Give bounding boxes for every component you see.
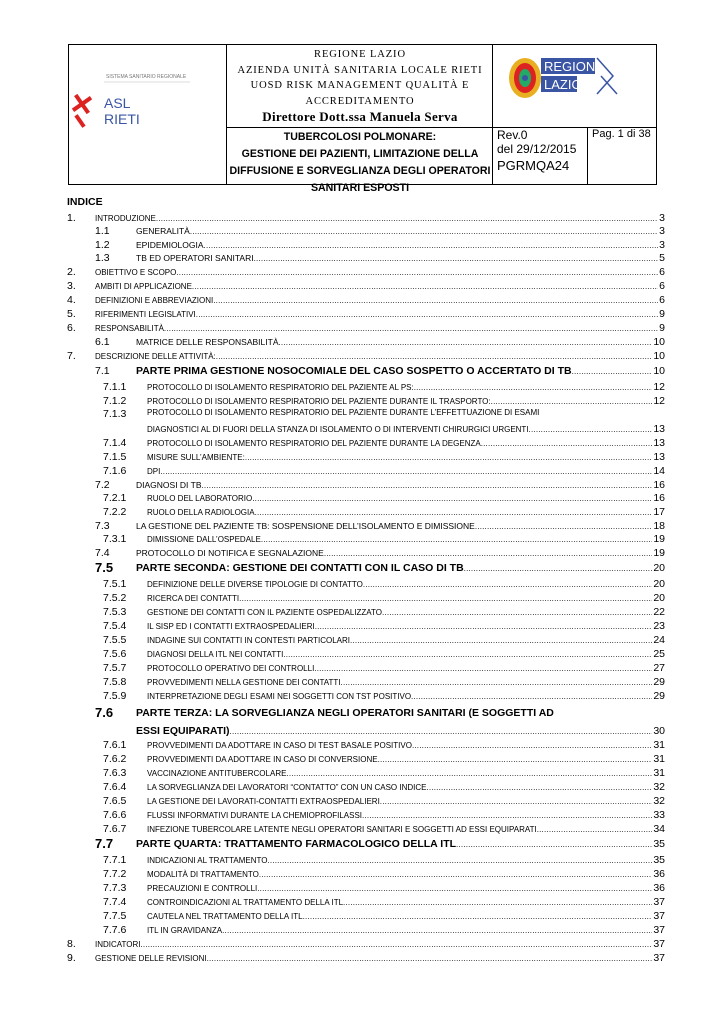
toc-entry[interactable] xyxy=(147,854,665,866)
toc-entry[interactable] xyxy=(95,308,665,320)
toc-leader xyxy=(412,741,652,750)
toc-entry[interactable] xyxy=(147,423,665,435)
toc-number: 7.5.4 xyxy=(103,620,127,632)
toc-leader xyxy=(362,811,652,820)
toc-number: 7.7.1 xyxy=(103,854,127,866)
toc-leader xyxy=(456,840,652,849)
toc-leader xyxy=(207,954,653,963)
toc-number: 7.7.2 xyxy=(103,868,127,880)
toc-leader xyxy=(314,664,652,673)
toc-page: 30 xyxy=(653,725,665,737)
toc-leader xyxy=(341,678,653,687)
toc-entry[interactable] xyxy=(147,465,665,477)
toc-number: 7. xyxy=(67,350,76,362)
toc-page: 24 xyxy=(653,634,665,646)
toc-number: 7.3 xyxy=(95,520,110,532)
toc-number: 7.1.4 xyxy=(103,437,127,449)
regione-lazio-logo xyxy=(493,46,656,128)
toc-page: 31 xyxy=(653,739,665,751)
toc-number: 7.4 xyxy=(95,547,110,559)
document-title: TUBERCOLOSI POLMONARE: GESTIONE DEI PAZIENTI, LIMITAZIONE DELLA DIFFUSIONE E SORVEGLIANZA DEGLI OPERATORI SANITARI ESPOSTI xyxy=(229,131,491,194)
toc-number: 7.1.6 xyxy=(103,465,127,477)
toc-label: RICERCA DEI CONTATTI xyxy=(147,594,240,603)
toc-entry[interactable] xyxy=(147,620,665,632)
toc-page: 13 xyxy=(653,451,665,463)
toc-page: 29 xyxy=(653,690,665,702)
toc-number: 3. xyxy=(67,280,76,292)
toc-entry[interactable] xyxy=(147,767,665,779)
toc-entry[interactable] xyxy=(147,606,665,618)
logo-regione: REGIONE xyxy=(544,59,604,74)
toc-label: INTRODUZIONE xyxy=(95,214,156,223)
toc-page: 3 xyxy=(659,239,665,251)
toc-number: 7.2 xyxy=(95,479,110,491)
toc-number: 2. xyxy=(67,266,76,278)
toc-label: RESPONSABILITÀ xyxy=(95,324,164,333)
toc-leader xyxy=(537,825,653,834)
toc-label: PARTE TERZA: LA SORVEGLIANZA NEGLI OPERATORI SANITARI (E SOGGETTI AD xyxy=(136,707,554,719)
toc-leader xyxy=(239,594,652,603)
toc-entry[interactable] xyxy=(147,795,665,807)
toc-page: 29 xyxy=(653,676,665,688)
toc-label: ITL IN GRAVIDANZA xyxy=(147,926,223,935)
toc-leader xyxy=(382,608,652,617)
toc-page: 6 xyxy=(659,266,665,278)
toc-entry[interactable] xyxy=(136,838,665,850)
toc-leader xyxy=(255,508,653,517)
toc-number: 7.1.5 xyxy=(103,451,127,463)
toc-number: 6.1 xyxy=(95,336,110,348)
toc-leader xyxy=(252,494,652,503)
toc-number: 7.1.3 xyxy=(103,408,127,420)
organization-block xyxy=(227,45,493,125)
toc-page: 9 xyxy=(659,308,665,320)
logo-asl: ASL xyxy=(104,95,131,111)
toc-entry[interactable] xyxy=(136,707,665,719)
toc-page: 19 xyxy=(653,533,665,545)
toc-entry[interactable] xyxy=(147,648,665,660)
toc-label: TB ED OPERATORI SANITARI xyxy=(136,253,254,263)
toc-leader xyxy=(363,580,652,589)
toc-page: 37 xyxy=(653,896,665,908)
toc-page: 37 xyxy=(653,938,665,950)
logo-caption: SISTEMA SANITARIO REGIONALE xyxy=(106,74,187,80)
toc-page: 27 xyxy=(653,662,665,674)
toc-page: 16 xyxy=(653,479,665,491)
toc-entry[interactable] xyxy=(147,451,665,463)
toc-page: 22 xyxy=(653,606,665,618)
toc-number: 7.5.1 xyxy=(103,578,127,590)
toc-leader xyxy=(254,254,659,263)
toc-entry[interactable] xyxy=(136,252,665,264)
toc-leader xyxy=(481,439,653,448)
org-region: REGIONE LAZIO xyxy=(314,49,406,60)
toc-label: LA GESTIONE DEI LAVORATI-CONTATTI EXTRAOSPEDALIERI xyxy=(147,797,380,806)
toc-leader xyxy=(245,453,653,462)
toc-number: 1. xyxy=(67,212,76,224)
toc-label: PROTOCOLLO DI ISOLAMENTO RESPIRATORIO DEL PAZIENTE AL PS: xyxy=(147,383,414,392)
toc-number: 7.5.9 xyxy=(103,690,127,702)
toc-label: CAUTELA NEL TRATTAMENTO DELLA ITL xyxy=(147,912,303,921)
toc-leader xyxy=(257,884,652,893)
toc-label: GESTIONE DEI CONTATTI CON IL PAZIENTE OSPEDALIZZATO xyxy=(147,608,382,617)
toc-label: PROVVEDIMENTI DA ADOTTARE IN CASO DI CONVERSIONE xyxy=(147,755,378,764)
toc-leader xyxy=(192,282,658,291)
toc-label: PARTE PRIMA GESTIONE NOSOCOMIALE DEL CASO SOSPETTO O ACCERTATO DI TB xyxy=(136,365,572,377)
toc-entry[interactable] xyxy=(136,547,665,559)
toc-leader xyxy=(464,564,653,573)
toc-number: 7.5.5 xyxy=(103,634,127,646)
toc-label: OBIETTIVO E SCOPO xyxy=(95,268,177,277)
toc-page: 32 xyxy=(653,795,665,807)
toc-page: 37 xyxy=(653,952,665,964)
toc-leader xyxy=(213,296,658,305)
logo-rieti: RIETI xyxy=(104,111,140,127)
toc-page: 9 xyxy=(659,322,665,334)
toc-page: 3 xyxy=(659,225,665,237)
toc-number: 7.3.1 xyxy=(103,533,127,545)
toc-label: MATRICE DELLE RESPONSABILITÀ xyxy=(136,337,279,347)
toc-leader xyxy=(267,856,652,865)
toc-entry[interactable] xyxy=(95,322,665,334)
toc-page: 10 xyxy=(653,365,665,377)
toc-leader xyxy=(283,650,652,659)
toc-entry[interactable] xyxy=(136,520,665,532)
toc-page: 36 xyxy=(653,868,665,880)
toc-leader xyxy=(286,769,652,778)
toc-number: 7.5.3 xyxy=(103,606,127,618)
toc-number: 6. xyxy=(67,322,76,334)
toc-number: 7.2.1 xyxy=(103,492,127,504)
toc-number: 7.6.1 xyxy=(103,739,127,751)
page-number: Pag. 1 di 38 xyxy=(592,128,651,140)
toc-leader xyxy=(222,926,652,935)
toc-label: DIAGNOSI DELLA ITL NEI CONTATTI xyxy=(147,650,284,659)
toc-label: PROVVEDIMENTI DA ADOTTARE IN CASO DI TEST BASALE POSITIVO xyxy=(147,741,412,750)
revision: Rev.0 del 29/12/2015 xyxy=(497,128,577,156)
toc-page: 20 xyxy=(653,578,665,590)
toc-label: PARTE SECONDA: GESTIONE DEI CONTATTI CON IL CASO DI TB xyxy=(136,562,464,574)
toc-number: 7.5.2 xyxy=(103,592,127,604)
toc-number: 7.5.8 xyxy=(103,676,127,688)
toc-number: 4. xyxy=(67,294,76,306)
toc-page: 25 xyxy=(653,648,665,660)
toc-page: 10 xyxy=(653,336,665,348)
toc-page: 3 xyxy=(659,212,665,224)
toc-page: 35 xyxy=(653,854,665,866)
toc-entry[interactable] xyxy=(136,479,665,491)
toc-label: PROTOCOLLO DI NOTIFICA E SEGNALAZIONE xyxy=(136,548,324,558)
toc-label: DPI xyxy=(147,467,161,476)
toc-page: 13 xyxy=(653,423,665,435)
toc-leader xyxy=(572,367,653,376)
toc-number: 7.7.3 xyxy=(103,882,127,894)
toc-page: 31 xyxy=(653,753,665,765)
toc-entry[interactable] xyxy=(147,506,665,518)
toc-label: DEFINIZIONE DELLE DIVERSE TIPOLOGIE DI CONTATTO xyxy=(147,580,363,589)
toc-page: 32 xyxy=(653,781,665,793)
toc-label: DEFINIZIONI E ABBREVIAZIONI xyxy=(95,296,214,305)
toc-number: 7.6.4 xyxy=(103,781,127,793)
logo-lazio: LAZIO xyxy=(544,77,582,92)
toc-label: PROTOCOLLO DI ISOLAMENTO RESPIRATORIO DEL PAZIENTE DURANTE LA DEGENZA xyxy=(147,439,481,448)
toc-number: 7.1.1 xyxy=(103,381,127,393)
toc-entry[interactable] xyxy=(136,365,665,377)
toc-entry[interactable] xyxy=(136,562,665,574)
toc-page: 6 xyxy=(659,280,665,292)
toc-label: VACCINAZIONE ANTITUBERCOLARE xyxy=(147,769,287,778)
toc-leader xyxy=(343,898,652,907)
toc-number: 7.6.6 xyxy=(103,809,127,821)
toc-leader xyxy=(160,467,652,476)
toc-leader xyxy=(190,227,658,236)
toc-number: 5. xyxy=(67,308,76,320)
toc-label: PROTOCOLLO OPERATIVO DEI CONTROLLI xyxy=(147,664,315,673)
toc-entry[interactable] xyxy=(136,225,665,237)
toc-page: 12 xyxy=(653,381,665,393)
toc-label: GESTIONE DELLE REVISIONI xyxy=(95,954,207,963)
toc-number: 7.6.2 xyxy=(103,753,127,765)
toc-number: 1.3 xyxy=(95,252,110,264)
toc-entry[interactable] xyxy=(147,809,665,821)
toc-page: 31 xyxy=(653,767,665,779)
toc-number: 7.6.7 xyxy=(103,823,127,835)
toc-entry[interactable] xyxy=(95,952,665,964)
toc-label: CONTROINDICAZIONI AL TRATTAMENTO DELLA ITL xyxy=(147,898,344,907)
toc-entry[interactable] xyxy=(95,350,665,362)
toc-leader xyxy=(140,940,652,949)
toc-page: 14 xyxy=(653,465,665,477)
toc-entry[interactable] xyxy=(147,910,665,922)
toc-number: 7.7 xyxy=(95,836,114,851)
toc-leader xyxy=(196,310,658,319)
toc-page: 13 xyxy=(653,437,665,449)
toc-label: PROTOCOLLO DI ISOLAMENTO RESPIRATORIO DEL PAZIENTE DURANTE IL TRASPORTO: xyxy=(147,397,491,406)
toc-label: PARTE QUARTA: TRATTAMENTO FARMACOLOGICO DELLA ITL xyxy=(136,838,457,850)
toc-leader xyxy=(204,241,659,250)
toc-leader xyxy=(259,870,652,879)
toc-leader xyxy=(261,535,652,544)
toc-entry[interactable] xyxy=(147,492,665,504)
toc-entry[interactable] xyxy=(147,676,665,688)
toc-entry[interactable] xyxy=(147,408,665,417)
toc-entry[interactable] xyxy=(95,212,665,224)
toc-label: LA GESTIONE DEL PAZIENTE TB: SOSPENSIONE DELL’ISOLAMENTO E DIMISSIONE xyxy=(136,521,475,531)
toc-number: 7.6.5 xyxy=(103,795,127,807)
toc-leader xyxy=(324,549,652,558)
toc-page: 20 xyxy=(653,592,665,604)
org-uosd: UOSD RISK MANAGEMENT QUALITÀ E xyxy=(250,80,470,91)
toc-entry[interactable] xyxy=(95,266,665,278)
document-header xyxy=(68,44,657,194)
toc-leader xyxy=(279,338,653,347)
toc-label: EPIDEMIOLOGIA xyxy=(136,240,204,250)
toc-entry[interactable] xyxy=(147,381,665,393)
toc-leader xyxy=(529,425,653,434)
toc-page: 23 xyxy=(653,620,665,632)
toc-number: 9. xyxy=(67,952,76,964)
toc-label: PROVVEDIMENTI NELLA GESTIONE DEI CONTATTI xyxy=(147,678,341,687)
toc-entry[interactable] xyxy=(147,395,665,407)
toc-leader xyxy=(380,797,653,806)
toc-entry[interactable] xyxy=(147,781,665,793)
toc-label: DIAGNOSI DI TB xyxy=(136,480,202,490)
toc-leader xyxy=(491,397,653,406)
toc-label: GENERALITÀ xyxy=(136,226,190,236)
toc-number: 7.7.5 xyxy=(103,910,127,922)
asl-rieti-logo xyxy=(70,46,227,184)
toc-label: DESCRIZIONE DELLE ATTIVITÀ: xyxy=(95,352,216,361)
toc-heading: INDICE xyxy=(67,196,103,208)
toc-leader xyxy=(202,481,653,490)
toc-number: 7.2.2 xyxy=(103,506,127,518)
toc-label: INDAGINE SUI CONTATTI IN CONTESTI PARTICOLARI xyxy=(147,636,350,645)
toc-label: MODALITÀ DI TRATTAMENTO xyxy=(147,870,259,879)
toc-label: AMBITI DI APPLICAZIONE xyxy=(95,282,192,291)
toc-label: IL SISP ED I CONTATTI EXTRAOSPEDALIERI xyxy=(147,622,315,631)
toc-label: ESSI EQUIPARATI) xyxy=(136,725,230,737)
org-azienda: AZIENDA UNITÀ SANITARIA LOCALE RIETI xyxy=(237,64,483,76)
toc-leader xyxy=(414,383,653,392)
toc-label: LA SORVEGLIANZA DEI LAVORATORI “CONTATTO” CON UN CASO INDICE xyxy=(147,783,427,792)
toc-entry[interactable] xyxy=(136,336,665,348)
toc-entry[interactable] xyxy=(95,294,665,306)
toc-number: 1.2 xyxy=(95,239,110,251)
toc-entry[interactable] xyxy=(147,896,665,908)
toc-leader xyxy=(411,692,652,701)
toc-leader xyxy=(230,727,653,736)
toc-number: 7.1 xyxy=(95,365,110,377)
toc-entry[interactable] xyxy=(147,533,665,545)
toc-page: 17 xyxy=(653,506,665,518)
toc-entry[interactable] xyxy=(147,882,665,894)
toc-page: 19 xyxy=(653,547,665,559)
toc-entry[interactable] xyxy=(147,753,665,765)
toc-leader xyxy=(216,352,653,361)
org-accreditamento: ACCREDITAMENTO xyxy=(305,95,415,107)
toc-entry[interactable] xyxy=(147,739,665,751)
toc-number: 7.6 xyxy=(95,705,114,720)
toc-label: FLUSSI INFORMATIVI DURANTE LA CHEMIOPROFILASSI xyxy=(147,811,362,820)
toc-entry[interactable] xyxy=(147,592,665,604)
toc-number: 8. xyxy=(67,938,76,950)
toc-label: PRECAUZIONI E CONTROLLI xyxy=(147,884,258,893)
toc-label: RIFERIMENTI LEGISLATIVI xyxy=(95,310,196,319)
toc-entry[interactable] xyxy=(147,690,665,702)
toc-leader xyxy=(315,622,653,631)
toc-leader xyxy=(350,636,652,645)
toc-number: 7.5.7 xyxy=(103,662,127,674)
toc-label: INTERPRETAZIONE DEGLI ESAMI NEI SOGGETTI CON TST POSITIVO xyxy=(147,692,412,701)
toc-number: 1.1 xyxy=(95,225,110,237)
toc-label: RUOLO DELLA RADIOLOGIA xyxy=(147,508,255,517)
toc-number: 7.6.3 xyxy=(103,767,127,779)
toc-entry[interactable] xyxy=(147,578,665,590)
toc-label: RUOLO DEL LABORATORIO xyxy=(147,494,253,503)
toc-leader xyxy=(303,912,653,921)
toc-number: 7.7.6 xyxy=(103,924,127,936)
toc-label: INDICAZIONI AL TRATTAMENTO xyxy=(147,856,268,865)
toc-entry[interactable] xyxy=(147,437,665,449)
toc-page: 5 xyxy=(659,252,665,264)
toc-number: 7.5 xyxy=(95,560,114,575)
toc-number: 7.7.4 xyxy=(103,896,127,908)
toc-page: 16 xyxy=(653,492,665,504)
toc-entry[interactable] xyxy=(147,823,665,835)
toc-entry[interactable] xyxy=(136,239,665,251)
toc-page: 10 xyxy=(653,350,665,362)
toc-entry[interactable] xyxy=(136,725,665,737)
toc-leader xyxy=(164,324,658,333)
toc-leader xyxy=(426,783,652,792)
toc-entry[interactable] xyxy=(147,868,665,880)
toc-number: 7.5.6 xyxy=(103,648,127,660)
toc-label: PROTOCOLLO DI ISOLAMENTO RESPIRATORIO DEL PAZIENTE DURANTE L’EFFETTUAZIONE DI ESAMI xyxy=(147,408,540,417)
document-code: PGRMQA24 xyxy=(497,158,570,173)
toc-leader xyxy=(176,268,658,277)
toc-leader xyxy=(475,522,652,531)
toc-leader xyxy=(156,214,658,223)
toc-label: INDICATORI xyxy=(95,940,141,949)
toc-label: DIAGNOSTICI AL DI FUORI DELLA STANZA DI ISOLAMENTO O DI INTERVENTI CHIRURGICI URGENTI xyxy=(147,425,529,434)
toc-leader xyxy=(378,755,653,764)
toc-page: 33 xyxy=(653,809,665,821)
toc-page: 6 xyxy=(659,294,665,306)
toc-page: 34 xyxy=(653,823,665,835)
toc-page: 37 xyxy=(653,910,665,922)
toc-number: 7.1.2 xyxy=(103,395,127,407)
toc-page: 20 xyxy=(653,562,665,574)
toc-page: 18 xyxy=(653,520,665,532)
toc-label: MISURE SULL’AMBIENTE: xyxy=(147,453,245,462)
toc-page: 35 xyxy=(653,838,665,850)
toc-page: 37 xyxy=(653,924,665,936)
toc-page: 36 xyxy=(653,882,665,894)
toc-entry[interactable] xyxy=(147,634,665,646)
toc-entry[interactable] xyxy=(95,938,665,950)
toc-entry[interactable] xyxy=(95,280,665,292)
toc-entry[interactable] xyxy=(147,924,665,936)
toc-label: INFEZIONE TUBERCOLARE LATENTE NEGLI OPERATORI SANITARI E SOGGETTI AD ESSI EQUIPARATI xyxy=(147,825,537,834)
director: Direttore Dott.ssa Manuela Serva xyxy=(262,109,458,124)
toc-page: 12 xyxy=(653,395,665,407)
toc-label: DIMISSIONE DALL’OSPEDALE xyxy=(147,535,261,544)
toc-entry[interactable] xyxy=(147,662,665,674)
